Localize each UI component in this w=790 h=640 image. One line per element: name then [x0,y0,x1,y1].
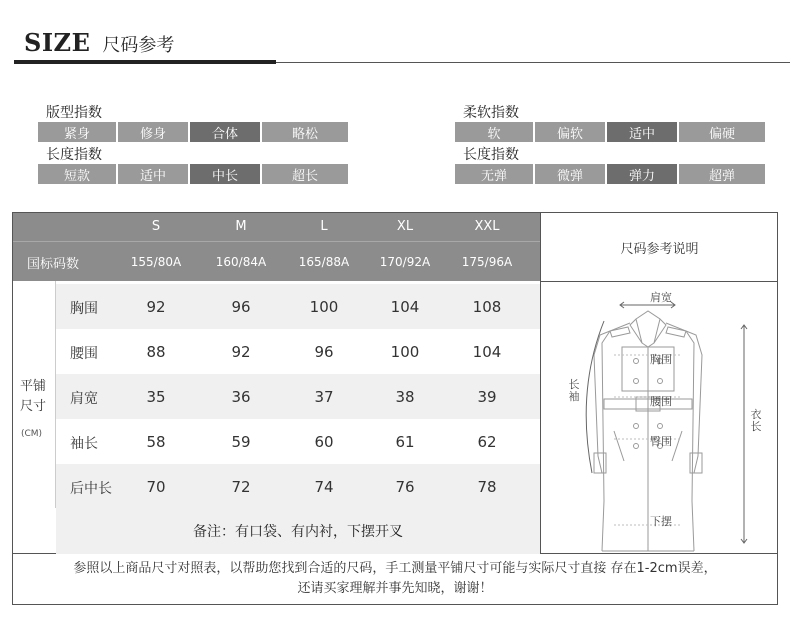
measurement-value: 36 [231,388,251,406]
softness-option: 偏软 [535,122,605,142]
size-name: XXL [474,219,500,234]
title-en: SIZE [24,28,91,57]
measurement-value: 59 [231,433,251,451]
table-row [56,464,540,509]
measurement-name: 胸围 [70,301,98,317]
fit-option: 修身 [118,122,188,142]
length-index-label: 长度指数 [46,147,102,163]
measurement-value: 92 [231,343,251,361]
footer-line-2: 还请买家理解并事先知晓，谢谢！ [297,581,493,596]
measurement-name: 后中长 [70,481,112,497]
title-cn: 尺码参考 [102,35,175,56]
header-divider [13,241,540,242]
size-name: L [320,219,328,234]
size-name: S [151,219,161,234]
fit-option-selected: 合体 [190,122,260,142]
measurement-value: 100 [309,298,339,316]
stretch-option: 无弹 [455,164,533,184]
length-option: 短款 [38,164,116,184]
measurement-value: 72 [231,478,251,496]
measurement-name: 腰围 [70,346,98,362]
shoulder-label: 肩宽 [650,291,672,304]
measurement-value: 62 [477,433,497,451]
fit-option: 略松 [262,122,348,142]
measurement-value: 35 [146,388,166,406]
stretch-index-label: 长度指数 [463,147,519,163]
garment-diagram [540,281,777,553]
table-row [56,284,540,329]
length-label: 衣长 [750,408,762,433]
group-label-text: 平铺尺寸 [20,379,47,414]
measurement-value: 104 [472,343,502,361]
stretch-option: 超弹 [679,164,765,184]
page-title [24,28,174,60]
table-row [56,374,540,419]
measurement-value: 78 [477,478,497,496]
fit-index-scale [38,122,350,142]
standard-size-value: 155/80A [130,255,182,269]
size-header [13,213,540,281]
table-row [56,329,540,374]
table-row [56,419,540,464]
length-option: 超长 [262,164,348,184]
measurement-value: 37 [314,388,334,406]
fit-option: 紧身 [38,122,116,142]
chest-label: 胸围 [650,353,672,366]
header-rule-accent [14,60,276,64]
fit-index-label: 版型指数 [46,105,102,121]
length-option: 适中 [118,164,188,184]
measurement-name: 肩宽 [70,391,98,407]
footer-disclaimer [12,553,778,605]
stretch-option-selected: 弹力 [607,164,677,184]
measurement-value: 38 [395,388,415,406]
measurement-value: 92 [146,298,166,316]
softness-option-selected: 适中 [607,122,677,142]
length-option-selected: 中长 [190,164,260,184]
measurement-value: 104 [390,298,420,316]
softness-option: 偏硬 [679,122,765,142]
waist-label: 腰围 [650,395,672,408]
measurement-value: 60 [314,433,334,451]
measurement-value: 39 [477,388,497,406]
measurement-value: 74 [314,478,334,496]
measurement-group-label [13,281,55,508]
measurement-value: 108 [472,298,502,316]
stretch-index-scale [455,164,767,184]
measurement-value: 58 [146,433,166,451]
measurement-value: 96 [314,343,334,361]
standard-size-value: 175/96A [461,255,513,269]
group-label-unit: (CM) [21,429,43,439]
measurement-name: 袖长 [70,436,98,452]
footer-line-1: 参照以上商品尺寸对照表，以帮助您找到合适的尺码，手工测量平铺尺寸可能与实际尺寸直接 存在1-2cm误差， [73,561,717,576]
measurement-value: 100 [390,343,420,361]
reference-title: 尺码参考说明 [620,241,699,257]
length-index-scale [38,164,350,184]
sleeve-label: 长袖 [568,378,580,403]
measurement-value: 61 [395,433,415,451]
softness-index-scale [455,122,767,142]
sleeve-measure-line [586,321,604,473]
stretch-option: 微弹 [535,164,605,184]
softness-index-label: 柔软指数 [463,105,519,121]
measurement-value: 70 [146,478,166,496]
standard-size-value: 170/92A [379,255,431,269]
standard-size-value: 160/84A [215,255,267,269]
hip-label: 臀围 [650,435,672,448]
measurement-value: 76 [395,478,415,496]
measurement-value: 88 [146,343,166,361]
standard-size-value: 165/88A [298,255,350,269]
hem-label: 下摆 [650,515,672,528]
measurement-value: 96 [231,298,251,316]
softness-option: 软 [455,122,533,142]
size-name: XL [396,219,414,234]
standard-size-label: 国标码数 [27,257,80,272]
size-name: M [235,219,247,234]
table-note: 备注：有口袋、有内衬，下摆开叉 [56,508,540,554]
